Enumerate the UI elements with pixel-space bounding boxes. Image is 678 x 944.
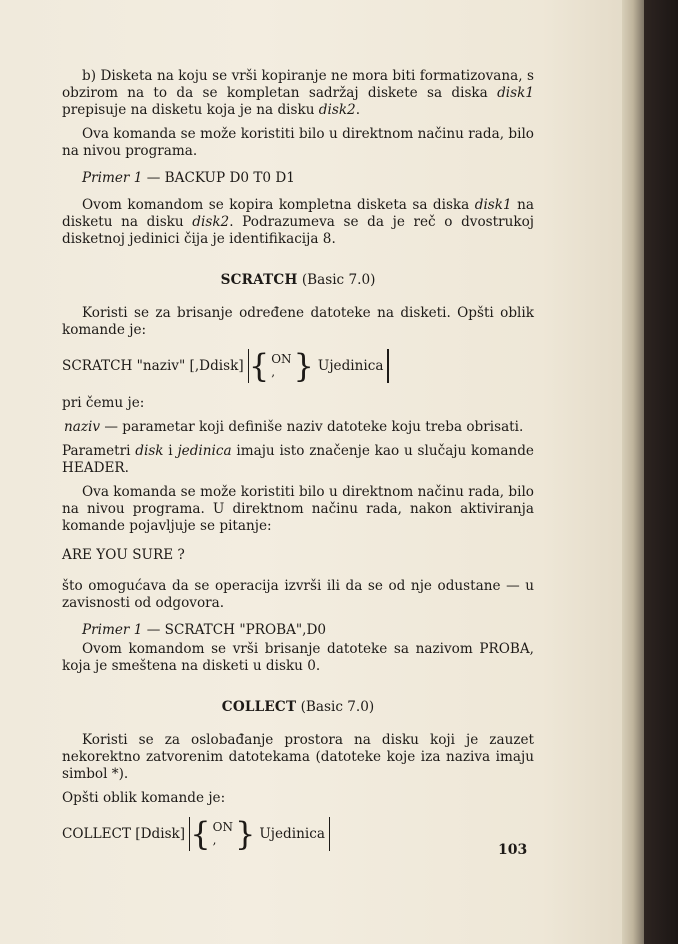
option-stack bbox=[271, 353, 291, 379]
page-edge bbox=[622, 0, 644, 944]
paragraph-scratch-mode: Ova komanda se može koristiti bilo u direktnom načinu rada, bilo na nivou programa. U direktnom načinu rada, nakon aktiviranja komande pojavljuje se pitanje: bbox=[62, 484, 534, 534]
example-scratch bbox=[62, 622, 534, 639]
paragraph-parametri bbox=[62, 443, 534, 477]
option-on: ON bbox=[212, 820, 233, 834]
option-comma: , bbox=[271, 365, 276, 379]
curly-brace-right: } bbox=[234, 815, 256, 853]
heading-command: COLLECT bbox=[221, 699, 297, 715]
example-label: Primer 1 bbox=[82, 170, 143, 186]
text-span: Ovom komandom se kopira kompletna disketa sa diska bbox=[82, 197, 475, 213]
text-span: na disketu na disku bbox=[62, 197, 534, 230]
paragraph-direct-mode: Ova komanda se može koristiti bilo u direktnom načinu rada, bilo na nivou programa. bbox=[62, 126, 534, 159]
book-gutter bbox=[644, 0, 678, 944]
text-span: . Podrazumeva se da je reč o dvostrukoj disketnoj jedinici čija je identifikacija 8. bbox=[62, 214, 534, 247]
formula-collect bbox=[62, 817, 534, 851]
italic-disk1: disk1 bbox=[497, 85, 534, 101]
italic-disk2: disk2 bbox=[192, 214, 230, 230]
formula-unit: Ujedinica bbox=[259, 825, 325, 842]
paragraph-scratch-explanation: Ovom komandom se vrši brisanje datoteke sa nazivom PROBA, koja je smeštena na disketi u disku 0. bbox=[62, 641, 534, 674]
formula-scratch bbox=[62, 349, 534, 383]
option-on: ON bbox=[271, 352, 292, 366]
brace-group bbox=[189, 817, 255, 851]
paragraph-scratch-intro: Koristi se za brisanje određene datoteke na disketi. Opšti oblik komande je: bbox=[62, 305, 534, 338]
option-stack bbox=[213, 821, 233, 847]
heading-collect bbox=[62, 699, 534, 716]
text-span: . bbox=[355, 102, 361, 118]
curly-brace-right: } bbox=[293, 347, 314, 385]
brace-group bbox=[248, 349, 314, 383]
formula-unit: Ujedinica bbox=[317, 357, 384, 374]
question-text: ARE YOU SURE ? bbox=[62, 547, 185, 563]
paragraph-general-form: Opšti oblik komande je: bbox=[62, 790, 226, 806]
formula-prefix: COLLECT [Ddisk] bbox=[62, 825, 186, 842]
formula-prefix: SCRATCH "naziv" [,Ddisk] bbox=[62, 357, 244, 374]
page-number: 103 bbox=[498, 842, 528, 858]
example-backup bbox=[62, 170, 534, 187]
example-code: — SCRATCH "PROBA",D0 bbox=[146, 622, 327, 638]
example-label: Primer 1 bbox=[82, 622, 143, 638]
text-span: — parametar koji definiše naziv datoteke koju treba obrisati. bbox=[100, 419, 524, 435]
example-code: — BACKUP D0 T0 D1 bbox=[146, 170, 295, 186]
paragraph-naziv bbox=[62, 419, 534, 436]
italic-disk1: disk1 bbox=[474, 197, 512, 213]
curly-brace-left: { bbox=[248, 347, 270, 385]
paragraph-confirmation: što omogućava da se operacija izvrši ili da se od nje odustane — u zavisnosti od odgovora. bbox=[62, 578, 534, 611]
heading-scratch bbox=[62, 272, 534, 289]
italic-disk2: disk2 bbox=[318, 102, 356, 118]
text-span: prepisuje na disketu koja je na disku bbox=[62, 102, 319, 118]
heading-command: SCRATCH bbox=[220, 272, 298, 288]
text-span: b) Disketa na koju se vrši kopiranje ne mora biti formatizovana, s obzirom na to da se kompletan sadržaj diskete sa diska bbox=[62, 68, 534, 101]
italic-disk: disk bbox=[135, 443, 164, 459]
text-span: Parametri bbox=[62, 443, 136, 459]
bracket-right bbox=[329, 817, 330, 851]
heading-version: (Basic 7.0) bbox=[300, 699, 375, 715]
text-span: i bbox=[163, 443, 178, 459]
heading-version: (Basic 7.0) bbox=[301, 272, 376, 288]
paragraph-collect-intro: Koristi se za oslobađanje prostora na disku koji je zauzet nekorektno zatvorenim datotekama (datoteke koje iza naziva imaju simbol *). bbox=[62, 732, 534, 782]
paragraph-backup-explanation bbox=[62, 197, 534, 248]
paragraph-pri-cemu: pri čemu je: bbox=[62, 395, 145, 411]
bracket-right bbox=[387, 349, 388, 383]
text-span: imaju isto značenje kao u slučaju komande HEADER. bbox=[62, 443, 534, 476]
italic-naziv: naziv bbox=[64, 419, 101, 435]
paragraph-disketa bbox=[62, 68, 534, 119]
italic-jedinica: jedinica bbox=[177, 443, 232, 459]
page-text bbox=[62, 68, 534, 863]
curly-brace-left: { bbox=[190, 815, 211, 853]
option-comma: , bbox=[212, 833, 217, 847]
